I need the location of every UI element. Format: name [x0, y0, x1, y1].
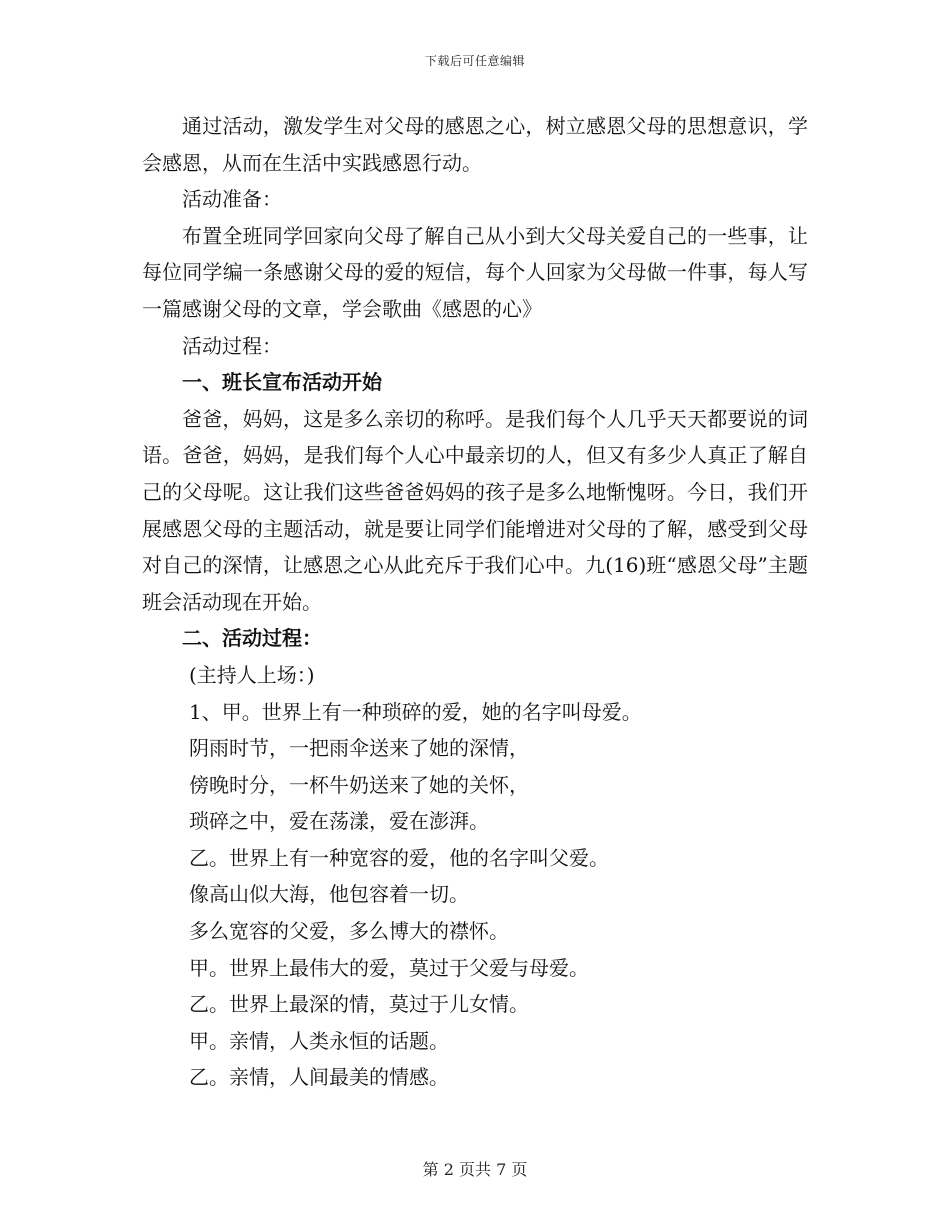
script-line: 乙。亲情，人间最美的情感。 [189, 1065, 449, 1090]
script-line: 傍晚时分，一杯牛奶送来了她的关怀， [189, 772, 529, 797]
script-line: 甲。亲情，人类永恒的话题。 [189, 1028, 449, 1053]
page-header: 下载后可任意编辑 [424, 54, 525, 68]
paragraph-purpose: 通过活动，激发学生对父母的感恩之心，树立感恩父母的思想意识，学会感恩，从而在生活中实践感恩行动。 [142, 114, 808, 175]
document-body [142, 108, 808, 1096]
paragraph-process-label: 活动过程： [182, 333, 282, 358]
script-line: (主持人上场：) [189, 662, 315, 687]
script-line: 琐碎之中，爱在荡漾，爱在澎湃。 [189, 809, 489, 834]
script-line: 1、甲。世界上有一种琐碎的爱，她的名字叫母爱。 [189, 699, 642, 724]
script-line: 甲。世界上最伟大的爱，莫过于父爱与母爱。 [189, 955, 589, 980]
script-line: 乙。世界上最深的情，莫过于儿女情。 [189, 992, 529, 1017]
paragraph-preparation-label: 活动准备： [182, 187, 282, 212]
section-heading-1: 一、班长宣布活动开始 [182, 370, 382, 395]
paragraph-opening: 爸爸，妈妈，这是多么亲切的称呼。是我们每个人几乎天天都要说的词语。爸爸，妈妈，是我们每个人心中最亲切的人，但又有多少人真正了解自己的父母呢。这让我们这些爸爸妈妈的孩子是多么地惭愧呀。今日，我们开展感恩父母的主题活动，就是要让同学们能增进对父母的了解，感受到父母对自己的深情，让感恩之心从此充斥于我们心中。九(16)班“感恩父母”主题班会活动现在开始。 [142, 406, 808, 614]
script-line: 像高山似大海，他包容着一切。 [189, 882, 469, 907]
script-line: 阴雨时节，一把雨伞送来了她的深情， [189, 736, 529, 761]
script-line: 乙。世界上有一种宽容的爱，他的名字叫父爱。 [189, 845, 609, 870]
paragraph-preparation: 布置全班同学回家向父母了解自己从小到大父母关爱自己的一些事，让每位同学编一条感谢父母的爱的短信，每个人回家为父母做一件事，每人写一篇感谢父母的文章，学会歌曲《感恩的心》 [142, 223, 808, 321]
script-line: 多么宽容的父爱，多么博大的襟怀。 [189, 919, 509, 944]
page-footer: 第 2 页共 7 页 [422, 1160, 528, 1179]
section-heading-2: 二、活动过程： [182, 626, 322, 651]
